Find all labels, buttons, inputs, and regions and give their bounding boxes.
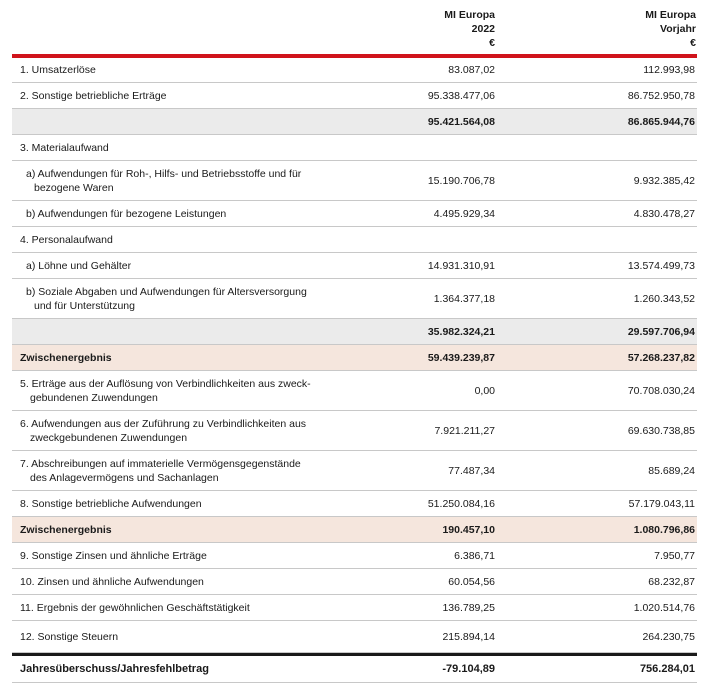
value-prior-year: 9.932.385,42 xyxy=(633,174,695,187)
row-label-line: 12. Sonstige Steuern xyxy=(20,630,119,643)
row-label xyxy=(20,497,202,511)
value-2022: 14.931.310,91 xyxy=(427,259,495,272)
row-label-line: 5. Erträge aus der Auflösung von Verbindlichkeiten aus zweck- xyxy=(20,377,311,390)
table-row xyxy=(12,135,697,161)
row-label xyxy=(26,207,226,221)
value-prior-year: 57.268.237,82 xyxy=(627,351,695,364)
header-line: € xyxy=(489,37,495,49)
row-label-line: 3. Materialaufwand xyxy=(20,141,109,154)
row-label-line: b) Soziale Abgaben und Aufwendungen für Altersversorgung xyxy=(26,285,307,298)
value-prior-year: 68.232,87 xyxy=(648,575,695,588)
header-line: MI Europa xyxy=(645,9,696,21)
value-2022: 215.894,14 xyxy=(442,630,495,643)
row-label-line: 6. Aufwendungen aus der Zuführung zu Verbindlichkeiten aus xyxy=(20,417,307,430)
table-row xyxy=(12,58,697,83)
row-label-line: gebundenen Zuwendungen xyxy=(30,391,158,404)
table-row xyxy=(12,83,697,109)
row-label xyxy=(20,601,250,615)
value-2022: 83.087,02 xyxy=(448,64,495,76)
row-label-line: 2. Sonstige betriebliche Erträge xyxy=(20,89,167,102)
value-prior-year: 7.950,77 xyxy=(654,549,695,562)
header-line: € xyxy=(690,37,696,49)
row-label-line: 11. Ergebnis der gewöhnlichen Geschäftstätigkeit xyxy=(20,601,250,614)
row-label-line: 4. Personalaufwand xyxy=(20,233,113,246)
value-prior-year: 57.179.043,11 xyxy=(628,497,695,510)
row-label-line: Zwischenergebnis xyxy=(20,351,112,364)
column-header-2022 xyxy=(444,8,495,50)
value-prior-year: 86.752.950,78 xyxy=(627,89,695,102)
value-2022: 1.364.377,18 xyxy=(433,292,495,305)
value-2022: 77.487,34 xyxy=(448,464,495,477)
row-label-line: Zwischenergebnis xyxy=(20,523,112,536)
value-2022: 51.250.084,16 xyxy=(427,497,495,510)
row-label xyxy=(20,233,113,247)
value-prior-year: 13.574.499,73 xyxy=(627,259,695,272)
row-label-line: 9. Sonstige Zinsen und ähnliche Erträge xyxy=(20,549,207,562)
table-row xyxy=(12,451,697,491)
table-row xyxy=(12,161,697,201)
row-label xyxy=(20,523,112,537)
value-prior-year: 1.020.514,76 xyxy=(633,601,695,614)
table-row xyxy=(12,491,697,517)
row-label-line: bezogene Waren xyxy=(34,181,114,194)
value-prior-year: 29.597.706,94 xyxy=(627,325,695,338)
row-label-line: 7. Abschreibungen auf immaterielle Vermögensgegenstände xyxy=(20,457,301,470)
header-line: MI Europa xyxy=(444,9,495,21)
value-2022: 7.921.211,27 xyxy=(434,424,495,437)
total-value-prior-year: 756.284,01 xyxy=(639,663,695,675)
total-label: Jahresüberschuss/Jahresfehlbetrag xyxy=(20,663,209,675)
value-prior-year: 4.830.478,27 xyxy=(633,207,695,220)
row-label xyxy=(20,630,118,644)
total-value-2022: -79.104,89 xyxy=(442,663,495,675)
row-label-line: des Anlagevermögens und Sachanlagen xyxy=(30,471,219,484)
row-label xyxy=(26,259,131,273)
value-prior-year: 69.630.738,85 xyxy=(627,424,695,437)
value-2022: 15.190.706,78 xyxy=(427,174,495,187)
table-row xyxy=(12,227,697,253)
row-label-line: 10. Zinsen und ähnliche Aufwendungen xyxy=(20,575,204,588)
row-label xyxy=(20,141,109,155)
table-row xyxy=(12,319,697,345)
value-2022: 0,00 xyxy=(474,384,495,397)
value-2022: 4.495.929,34 xyxy=(433,207,495,220)
value-prior-year: 112.993,98 xyxy=(643,64,695,76)
value-2022: 6.386,71 xyxy=(454,549,495,562)
row-label xyxy=(20,575,204,589)
row-label xyxy=(20,89,167,103)
value-prior-year: 85.689,24 xyxy=(648,464,695,477)
value-2022: 95.338.477,06 xyxy=(427,89,495,102)
value-prior-year: 86.865.944,76 xyxy=(627,115,695,128)
table-row xyxy=(12,345,697,371)
row-label xyxy=(20,351,112,365)
value-2022: 35.982.324,21 xyxy=(427,325,495,338)
value-prior-year: 70.708.030,24 xyxy=(627,384,695,397)
row-label-line: 8. Sonstige betriebliche Aufwendungen xyxy=(20,497,202,510)
table-row xyxy=(12,621,697,653)
table-row xyxy=(12,253,697,279)
row-label-line: und für Unterstützung xyxy=(34,299,135,312)
row-label-line: a) Aufwendungen für Roh-, Hilfs- und Betriebsstoffe und für xyxy=(26,167,302,180)
row-label-line: zweckgebundenen Zuwendungen xyxy=(30,431,188,444)
header-line: Vorjahr xyxy=(660,23,696,35)
value-2022: 59.439.239,87 xyxy=(427,351,495,364)
table-row xyxy=(12,279,697,319)
row-label-line: a) Löhne und Gehälter xyxy=(26,259,132,272)
row-label-line: b) Aufwendungen für bezogene Leistungen xyxy=(26,207,227,220)
header-line: 2022 xyxy=(471,23,495,35)
table-row xyxy=(12,595,697,621)
row-label xyxy=(20,63,96,77)
table-row xyxy=(12,371,697,411)
row-label xyxy=(20,457,301,485)
table-row xyxy=(12,411,697,451)
value-2022: 136.789,25 xyxy=(442,601,495,614)
column-header-prior-year xyxy=(645,8,696,50)
value-prior-year: 1.080.796,86 xyxy=(633,523,695,536)
table-row xyxy=(12,543,697,569)
row-label xyxy=(26,285,307,313)
table-row xyxy=(12,109,697,135)
value-2022: 190.457,10 xyxy=(442,523,495,536)
table-row xyxy=(12,517,697,543)
row-label-line: 1. Umsatzerlöse xyxy=(20,64,96,76)
row-label xyxy=(20,377,311,405)
value-2022: 60.054,56 xyxy=(448,575,495,588)
table-row xyxy=(12,201,697,227)
value-prior-year: 1.260.343,52 xyxy=(633,292,695,305)
value-prior-year: 264.230,75 xyxy=(642,630,695,643)
table-row xyxy=(12,569,697,595)
row-label xyxy=(20,549,207,563)
value-2022: 95.421.564,08 xyxy=(427,115,495,128)
total-row xyxy=(12,656,697,683)
row-label xyxy=(20,417,306,445)
row-label xyxy=(26,167,301,195)
table-body xyxy=(12,58,697,653)
